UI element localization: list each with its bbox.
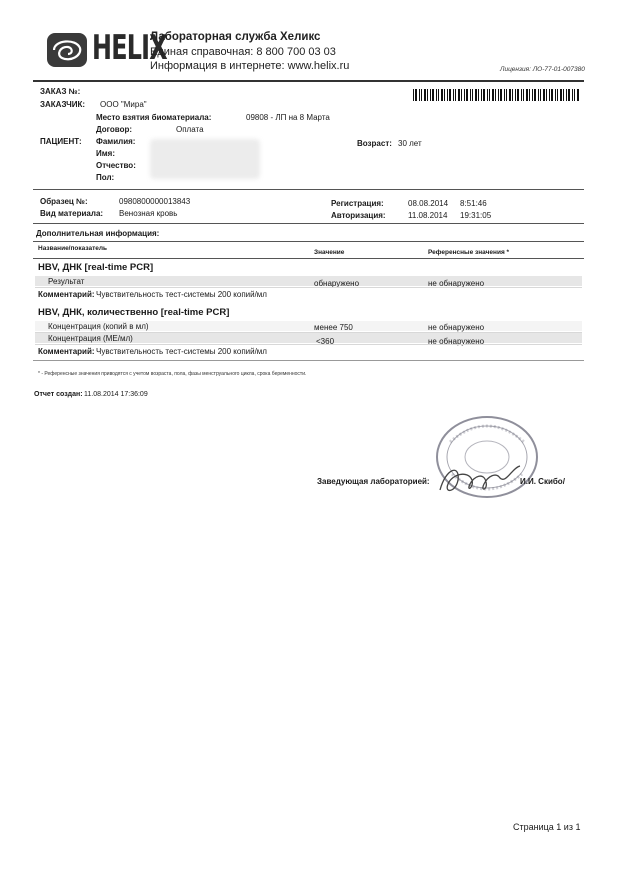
helix-logo-text: HELIX	[92, 28, 167, 68]
authorization-date: 11.08.2014	[408, 211, 448, 220]
table-header-divider	[33, 258, 584, 259]
registration-time: 8:51:46	[460, 199, 487, 208]
lastname-label: Фамилия:	[96, 137, 136, 146]
row-divider	[35, 287, 582, 288]
footnote: * - Референсные значения приводятся с учетом возраста, пола, фазы менструального цикла, срока беременности.	[38, 371, 307, 377]
comment-label: Комментарий:	[38, 347, 95, 356]
helix-logo	[46, 30, 90, 70]
authorization-time: 19:31:05	[460, 211, 492, 220]
patronymic-label: Отчество:	[96, 161, 136, 170]
signature-name: И.И. Скибо/	[520, 477, 565, 486]
comment-label: Комментарий:	[38, 290, 95, 299]
lab-name: Лабораторная служба Хеликс	[150, 31, 321, 43]
row-divider	[35, 344, 582, 345]
comment-text: Чувствительность тест-системы 200 копий/мл	[96, 347, 267, 356]
sample-divider	[33, 223, 584, 224]
barcode	[413, 89, 580, 101]
redacted-patient-data	[150, 139, 260, 179]
col-header-ref: Референсные значения *	[428, 249, 510, 256]
material-label: Вид материала:	[40, 209, 104, 218]
col-header-name: Название/показатель	[38, 245, 108, 252]
table-row-ref: не обнаружено	[428, 337, 485, 346]
header-divider	[33, 80, 584, 82]
customer-label: ЗАКАЗЧИК:	[40, 100, 86, 109]
web-line: Информация в интернете: www.helix.ru	[150, 60, 350, 72]
barcode-icon	[413, 89, 580, 101]
material-value: Венозная кровь	[119, 209, 178, 218]
test-title: HBV, ДНК, количественно [real-time PCR]	[38, 307, 230, 318]
contract-label: Договор:	[96, 125, 133, 134]
test-title: HBV, ДНК [real-time PCR]	[38, 262, 154, 273]
table-row-value: обнаружено	[314, 279, 360, 288]
signature-icon	[434, 458, 524, 500]
sample-number-label: Образец №:	[40, 197, 88, 206]
patient-divider	[33, 189, 584, 190]
contract-value: Оплата	[176, 125, 204, 134]
table-row-value: <360	[316, 337, 335, 346]
registration-date: 08.08.2014	[408, 199, 449, 208]
report-created-value: 11.08.2014 17:36:09	[84, 391, 148, 398]
table-top-divider	[33, 241, 584, 242]
helix-logo-icon	[46, 30, 90, 70]
authorization-label: Авторизация:	[331, 211, 386, 220]
phone-line: Единая справочная: 8 800 700 03 03	[150, 46, 336, 58]
table-row-ref: не обнаружено	[428, 323, 485, 332]
sample-place-value: 09808 - ЛП на 8 Марта	[246, 113, 330, 122]
page-number: Страница 1 из 1	[513, 822, 581, 832]
signature-scribble	[434, 458, 524, 500]
table-row-ref: не обнаружено	[428, 279, 485, 288]
age-label: Возраст:	[357, 139, 392, 148]
report-created-label: Отчет создан:	[34, 391, 83, 398]
customer-value: ООО "Мира"	[100, 100, 147, 109]
extra-info-label: Дополнительная информация:	[36, 229, 160, 238]
sample-place-label: Место взятия биоматериала:	[96, 113, 212, 122]
firstname-label: Имя:	[96, 149, 115, 158]
col-header-value: Значение	[314, 249, 345, 256]
signature-label: Заведующая лабораторией:	[317, 477, 430, 486]
sample-number-value: 0980800000013843	[119, 197, 191, 206]
registration-label: Регистрация:	[331, 199, 384, 208]
table-row-value: менее 750	[314, 323, 353, 332]
table-row-bg	[35, 276, 582, 286]
patient-label: ПАЦИЕНТ:	[40, 137, 82, 146]
license: Лицензия: ЛО-77-01-007380	[500, 66, 585, 73]
order-label: ЗАКАЗ №:	[40, 87, 81, 96]
table-row-name: Результат	[48, 277, 85, 286]
comment-text: Чувствительность тест-системы 200 копий/мл	[96, 290, 267, 299]
age-value: 30 лет	[398, 139, 422, 148]
table-row-name: Концентрация (копий в мл)	[48, 322, 149, 331]
table-row-name: Концентрация (МЕ/мл)	[48, 334, 133, 343]
sex-label: Пол:	[96, 173, 115, 182]
table-bottom-divider	[33, 360, 584, 361]
